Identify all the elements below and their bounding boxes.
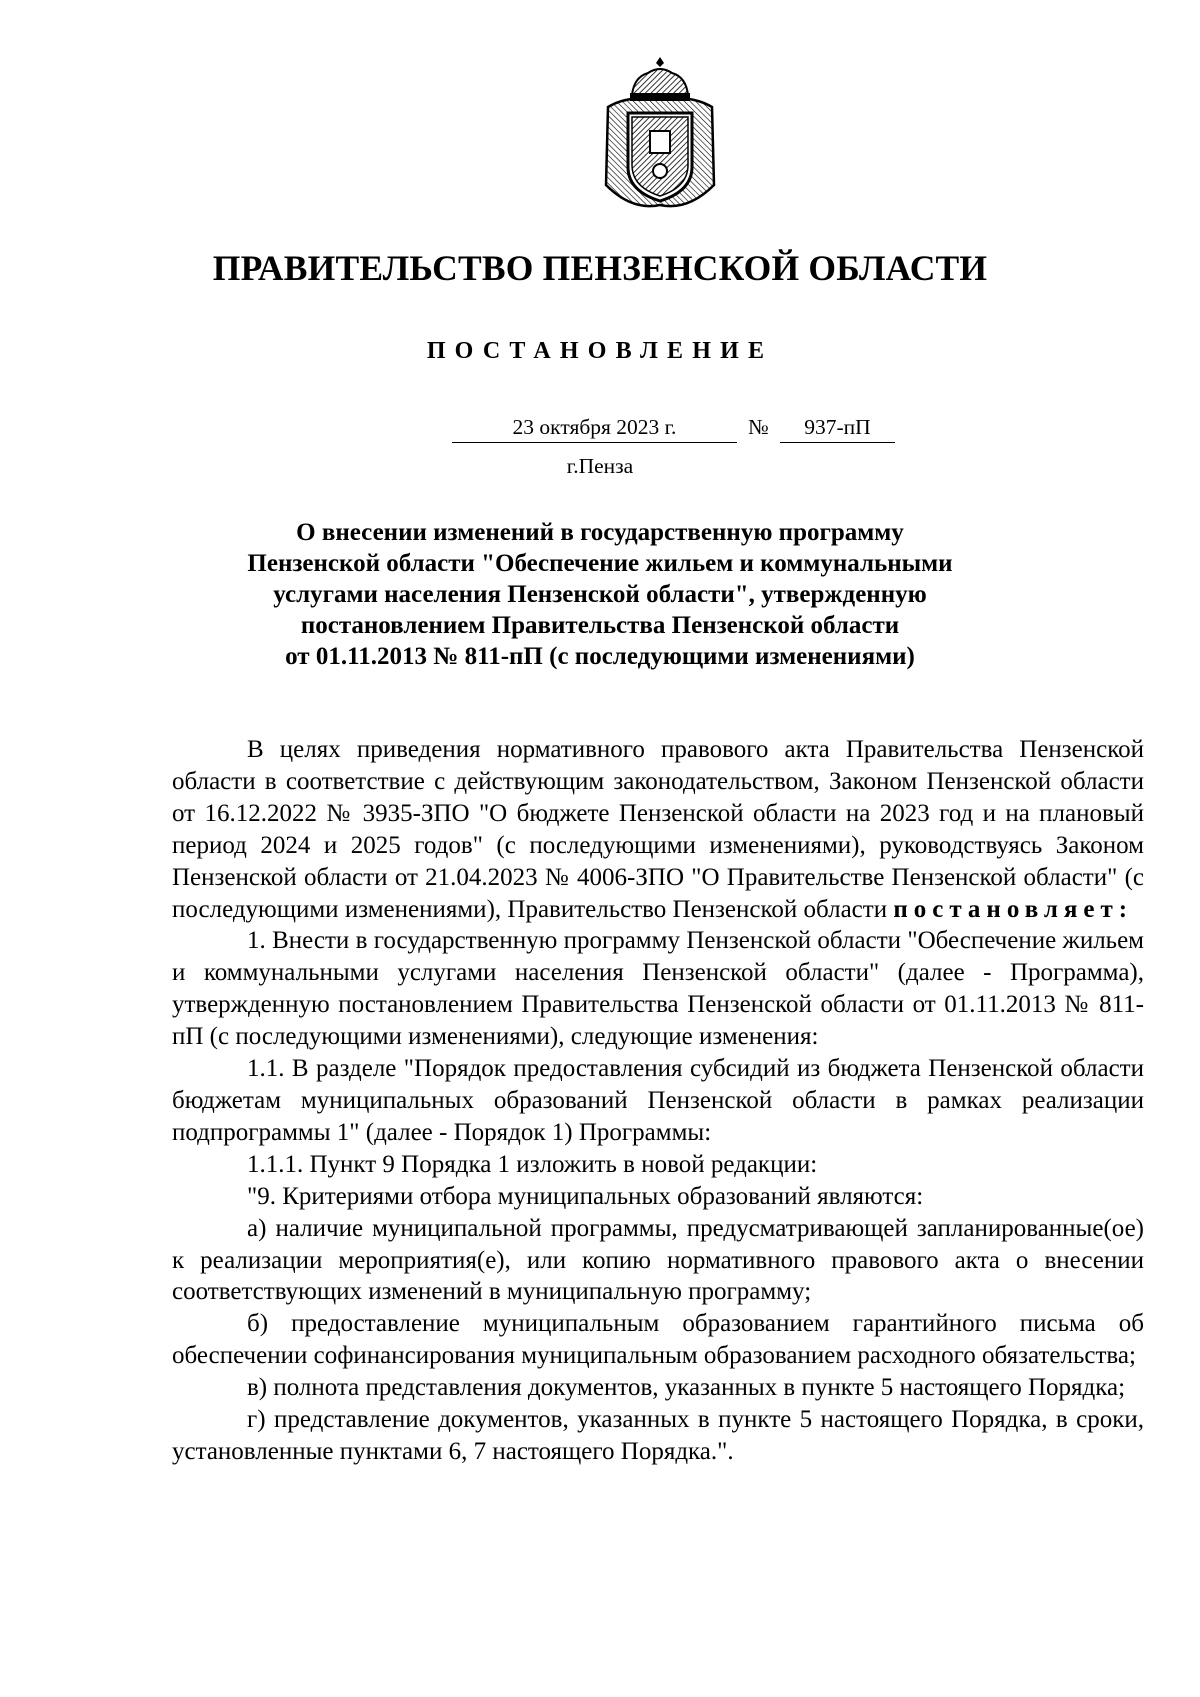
body-paragraph: 1.1. В разделе "Порядок предоставления субсидий из бюджета Пензенской области бюджетам муниципальных образований Пензенской области в рамках реализации подпрограммы 1" (далее - Порядок 1) Программы: <box>172 1055 1144 1146</box>
organization-title: ПРАВИТЕЛЬСТВО ПЕНЗЕНСКОЙ ОБЛАСТИ <box>212 248 988 288</box>
document-number: 937-пП <box>780 412 895 443</box>
subject-line: постановлением Правительства Пензенской области <box>300 612 900 639</box>
subject-line: О внесении изменений в государственную программу <box>296 519 904 546</box>
city: г.Пенза <box>566 454 634 478</box>
body-paragraph: 1.1.1. Пункт 9 Порядка 1 изложить в новой редакции: <box>247 1150 818 1178</box>
body-paragraph: "9. Критериями отбора муниципальных образований являются: <box>247 1182 924 1210</box>
subject-line: Пензенской области "Обеспечение жильем и коммунальными <box>247 550 953 577</box>
document-date: 23 октября 2023 г. <box>452 412 737 443</box>
body-paragraph: 1. Внести в государственную программу Пензенской области "Обеспечение жильем и коммунальными услугами населения Пензенской области" (далее - Программа), утвержденную постановлением Правительства Пензенской области от 01.11.2013 № 811-пП (с последующими изменениями), следующие изменения: <box>172 927 1144 1051</box>
document-body <box>172 734 1144 1468</box>
body-paragraph: а) наличие муниципальной программы, предусматривающей запланированные(ое) к реализации мероприятия(е), или копию нормативного правового акта о внесении соответствующих изменений в муниципальную программу; <box>172 1214 1144 1306</box>
number-sign: № <box>748 415 769 439</box>
document-subject <box>160 517 1040 672</box>
decree-word: постановляет: <box>893 895 1134 923</box>
subject-line: услугами населения Пензенской области", утвержденную <box>273 581 927 608</box>
document-type: ПОСТАНОВЛЕНИЕ <box>426 338 774 364</box>
preamble-text: В целях приведения нормативного правового акта Правительства Пензенской области в соответствие с действующим законодательством, Законом Пензенской области от 16.12.2022 № 3935-ЗПО "О бюджете Пензенской области на 2023 год и на плановый период 2024 и 2025 годов" (с последующими изменениями), руководствуясь Законом Пензенской области от 21.04.2023 № 4006-ЗПО "О Правительстве Пензенской области" (с последующими изменениями), Правительство Пензенской области <box>172 736 1144 923</box>
date-number-line <box>0 412 1200 446</box>
body-paragraph: в) полнота представления документов, указанных в пункте 5 настоящего Порядка; <box>247 1374 1126 1402</box>
preamble-paragraph <box>172 734 1144 925</box>
coat-of-arms-emblem <box>598 55 722 213</box>
body-paragraph: г) представление документов, указанных в пункте 5 настоящего Порядка, в сроки, установленные пунктами 6, 7 настоящего Порядка.". <box>172 1406 1144 1465</box>
body-paragraph: б) предоставление муниципальным образованием гарантийного письма об обеспечении софинансирования муниципальным образованием расходного обязательства; <box>172 1310 1144 1370</box>
subject-line: от 01.11.2013 № 811-пП (с последующими изменениями) <box>285 643 915 670</box>
